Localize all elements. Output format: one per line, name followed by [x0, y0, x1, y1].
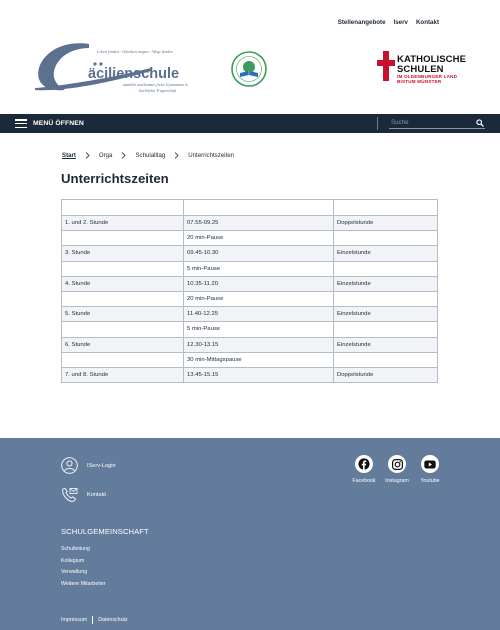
- site-header: [0, 36, 500, 114]
- schedule-table: [61, 199, 438, 383]
- table-cell: 5. Stunde: [62, 307, 184, 322]
- youtube-link[interactable]: [410, 455, 450, 484]
- schulleitung-link[interactable]: Schulleitung: [61, 546, 90, 552]
- verwaltung-link[interactable]: Verwaltung: [61, 569, 88, 576]
- logo-tagline-1: Leben finden - Glauben wagen - Wege finden: [97, 49, 173, 54]
- table-row: [62, 337, 438, 352]
- table-cell: 5 min-Pause: [184, 261, 334, 276]
- kat-line-4: BISTUM MÜNSTER: [397, 79, 442, 85]
- breadcrumb-schulalltag[interactable]: Schulalltag: [135, 152, 166, 159]
- table-cell: Doppelstunde: [334, 367, 438, 382]
- table-row: [62, 291, 438, 306]
- legal-links: [61, 616, 128, 624]
- table-cell: 13.45-15.15: [184, 367, 334, 382]
- table-cell: 12.30-13.15: [184, 337, 334, 352]
- breadcrumb-unterrichtszeiten: Unterrichtszeiten: [188, 152, 234, 159]
- eco-school-logo: [230, 50, 268, 88]
- breadcrumb: [62, 152, 234, 159]
- table-cell: 20 min-Pause: [184, 231, 334, 246]
- instagram-icon: [392, 459, 403, 470]
- kollegium-link[interactable]: Kollegium: [61, 557, 85, 564]
- cross-icon: [377, 51, 395, 81]
- iserv-login-link[interactable]: [61, 457, 116, 474]
- table-row: [62, 246, 438, 261]
- iserv-login-label: IServ-Login: [87, 462, 116, 469]
- logo-name: äcilienschule: [88, 66, 180, 82]
- chevron-right-icon: [85, 152, 90, 159]
- impressum-link[interactable]: Impressum: [61, 617, 88, 623]
- table-row: [62, 322, 438, 337]
- search-input[interactable]: [389, 118, 485, 129]
- table-cell: [62, 291, 184, 306]
- table-row: [62, 261, 438, 276]
- table-cell: 3. Stunde: [62, 246, 184, 261]
- table-header-cell: [62, 200, 184, 216]
- table-cell: Einzelstunde: [334, 246, 438, 261]
- table-cell: 20 min-Pause: [184, 291, 334, 306]
- table-cell: 4. Stunde: [62, 276, 184, 291]
- table-header-cell: [184, 200, 334, 216]
- table-row: [62, 352, 438, 367]
- logo-tagline-3: kirchlicher Trägerschaft: [139, 89, 176, 93]
- table-row: [62, 231, 438, 246]
- facebook-icon: [358, 458, 370, 470]
- kat-line-1: KATHOLISCHE: [397, 54, 467, 65]
- kontakt-link[interactable]: Kontakt: [415, 19, 439, 26]
- schulgemeinschaft-heading: SCHULGEMEINSCHAFT: [61, 527, 149, 536]
- main-navbar: [0, 114, 500, 133]
- youtube-icon: [424, 460, 436, 469]
- table-cell: 30 min-Mittagspause: [184, 352, 334, 367]
- table-cell: 11.40-12.25: [184, 307, 334, 322]
- hamburger-menu-icon[interactable]: [15, 119, 27, 128]
- table-header-row: [62, 200, 438, 216]
- table-cell: 10.35-11.20: [184, 276, 334, 291]
- table-header-cell: [334, 200, 438, 216]
- site-footer: [0, 438, 500, 630]
- table-cell: 09.45-10.30: [184, 246, 334, 261]
- caecilienschule-logo[interactable]: [31, 38, 216, 102]
- table-cell: [62, 352, 184, 367]
- table-row: [62, 367, 438, 382]
- table-row: [62, 216, 438, 231]
- stellenangebote-link[interactable]: Stellenangebote: [337, 19, 386, 26]
- kat-line-3: IM OLDENBURGER LAND: [397, 74, 458, 79]
- search-icon[interactable]: [476, 119, 484, 127]
- table-cell: 7. und 8. Stunde: [62, 367, 184, 382]
- breadcrumb-start[interactable]: Start: [62, 152, 76, 159]
- breadcrumb-orga[interactable]: Orga: [98, 152, 113, 159]
- table-row: [62, 276, 438, 291]
- table-cell: Doppelstunde: [334, 216, 438, 231]
- youtube-label: Youtube: [420, 478, 440, 484]
- weitere-mitarbeiter-link[interactable]: Weitere Mitarbeiter: [61, 581, 106, 588]
- chevron-right-icon: [174, 152, 179, 159]
- table-cell: [62, 261, 184, 276]
- table-cell: [62, 231, 184, 246]
- table-cell: 6. Stunde: [62, 337, 184, 352]
- user-icon: [61, 457, 78, 474]
- phone-mail-icon: [61, 486, 78, 503]
- navbar-divider: [377, 117, 378, 130]
- table-row: [62, 307, 438, 322]
- kontakt-footer-label: Kontakt: [87, 491, 106, 498]
- table-cell: [334, 291, 438, 306]
- iserv-link[interactable]: Iserv: [393, 19, 408, 26]
- page-title: Unterrichtszeiten: [61, 171, 169, 186]
- logo-tagline-2: staatlich anerkanntes freies Gymnasium in: [123, 83, 188, 87]
- table-cell: Einzelstunde: [334, 307, 438, 322]
- datenschutz-link[interactable]: Datenschutz: [98, 617, 128, 623]
- table-cell: Einzelstunde: [334, 337, 438, 352]
- chevron-right-icon: [121, 152, 126, 159]
- table-cell: [334, 352, 438, 367]
- table-cell: 07.55-09.25: [184, 216, 334, 231]
- menu-open-button[interactable]: MENÜ ÖFFNEN: [33, 119, 84, 127]
- table-cell: [334, 231, 438, 246]
- top-links: [338, 19, 439, 26]
- table-cell: 1. und 2. Stunde: [62, 216, 184, 231]
- table-cell: [334, 322, 438, 337]
- facebook-label: Facebook: [352, 478, 376, 484]
- instagram-label: Instagram: [385, 478, 409, 484]
- katholische-schulen-logo[interactable]: [377, 51, 467, 87]
- table-cell: Einzelstunde: [334, 276, 438, 291]
- kontakt-footer-link[interactable]: [61, 486, 106, 503]
- table-cell: [62, 322, 184, 337]
- legal-divider: [92, 616, 93, 624]
- table-cell: 5 min-Pause: [184, 322, 334, 337]
- kat-line-2: SCHULEN: [397, 64, 444, 75]
- table-cell: [334, 261, 438, 276]
- schulgemeinschaft-list: [61, 546, 106, 593]
